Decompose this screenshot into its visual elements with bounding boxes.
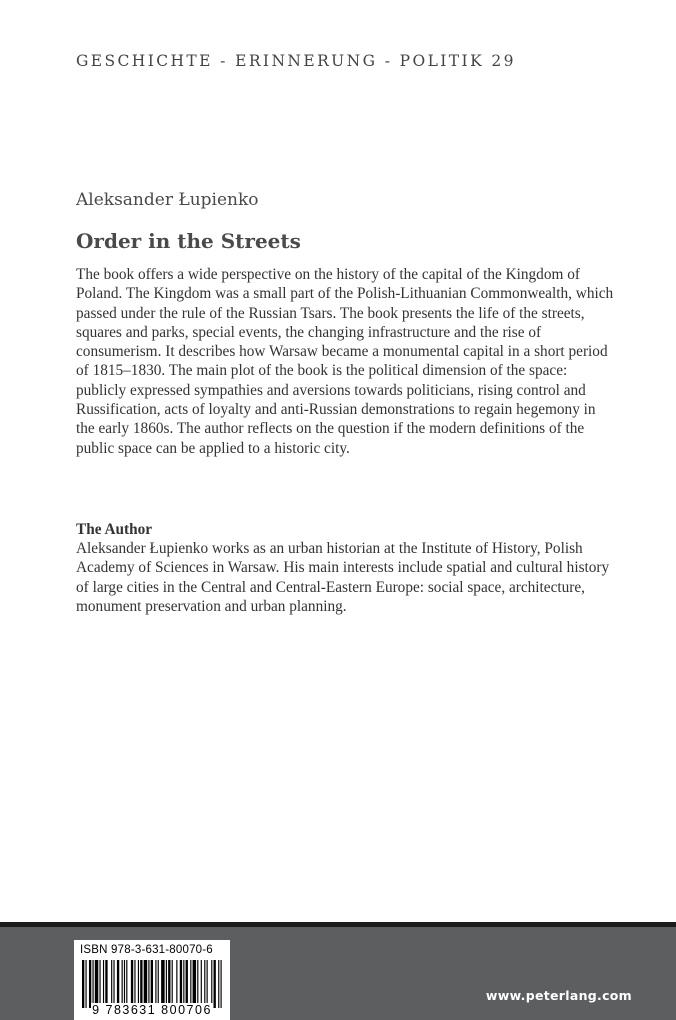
barcode-bar (158, 960, 159, 1008)
barcode-bar (204, 960, 205, 1008)
barcode-bar (168, 960, 170, 1008)
barcode-bar (211, 960, 212, 1008)
author-section-heading: The Author (76, 521, 153, 538)
barcode-digits (74, 1003, 230, 1017)
barcode-bar (186, 960, 188, 1008)
book-blurb: The book offers a wide perspective on the history of the capital of the Kingdom of Poland. The Kingdom was a small part of the Polish-Lithuanian Commonwealth, which passed under the rule of the Russian Tsars. The book presents the life of the streets, squares and parks, special events, the changing infrastructure and the rise of consumerism. It describes how Warsaw became a monumental capital in a short period of 1815–1830. The main plot of the book is the political dimension of the space: publicly expressed sympathies and aversions towards politicians, rising control and Russification, acts of loyalty and anti-Russian demonstrations to regain hegemony in the early 1860s. The author reflects on the question if the modern definitions of the public space can be applied to a historic city. (76, 266, 614, 457)
publisher-website: www.peterlang.com (485, 988, 632, 1003)
barcode-bar (155, 960, 156, 1008)
barcode-bar (111, 960, 112, 1008)
barcode-bar (151, 960, 153, 1008)
barcode-bar (99, 960, 100, 1008)
barcode-bar (172, 960, 173, 1008)
barcode-bar (201, 960, 202, 1008)
book-title: Order in the Streets (76, 229, 301, 253)
barcode-bar (126, 960, 127, 1008)
series-title: GESCHICHTE - ERINNERUNG - POLITIK 29 (76, 52, 516, 70)
barcode-bar (144, 960, 147, 1008)
barcode-panel (74, 940, 230, 1020)
barcode-bar (207, 960, 208, 1008)
barcode-bar (92, 960, 93, 1008)
barcode-bar (218, 960, 219, 1008)
barcode-bar (95, 960, 98, 1008)
barcode-bar (197, 960, 198, 1008)
author-name: Aleksander Łupienko (76, 190, 259, 210)
barcode-bar (190, 960, 191, 1008)
barcode-bars (82, 960, 224, 1008)
barcode-bar (122, 960, 123, 1008)
barcode-bar (140, 960, 142, 1008)
barcode-bar (166, 960, 167, 1008)
barcode-bar (221, 960, 222, 1008)
barcode-bar (138, 960, 139, 1008)
barcode-bar (82, 960, 84, 1008)
barcode-bar (113, 960, 114, 1008)
barcode-bar (131, 960, 133, 1008)
barcode-bar (124, 960, 125, 1008)
isbn-label: ISBN 978-3-631-80070-6 (80, 944, 213, 956)
barcode-bar (180, 960, 182, 1008)
author-bio: Aleksander Łupienko works as an urban historian at the Institute of History, Polish Academy of Sciences in Warsaw. His main interests include spatial and cultural history of large cities in the Central and Central-Eastern Europe: social space, architecture, monument preservation and urban planning. (76, 540, 610, 615)
barcode-bar (148, 960, 149, 1008)
barcode-bar (176, 960, 177, 1008)
barcode-bar (161, 960, 164, 1008)
barcode-bar (105, 960, 107, 1008)
barcode-bar (193, 960, 196, 1008)
barcode-bar (85, 960, 86, 1008)
barcode-bar (134, 960, 135, 1008)
barcode-bar (183, 960, 184, 1008)
barcode-digits-text: 9 783631 800706 (92, 1003, 212, 1017)
barcode-bar (89, 960, 91, 1008)
barcode-bar (103, 960, 104, 1008)
barcode-bar (117, 960, 119, 1008)
barcode-bar (214, 960, 216, 1008)
